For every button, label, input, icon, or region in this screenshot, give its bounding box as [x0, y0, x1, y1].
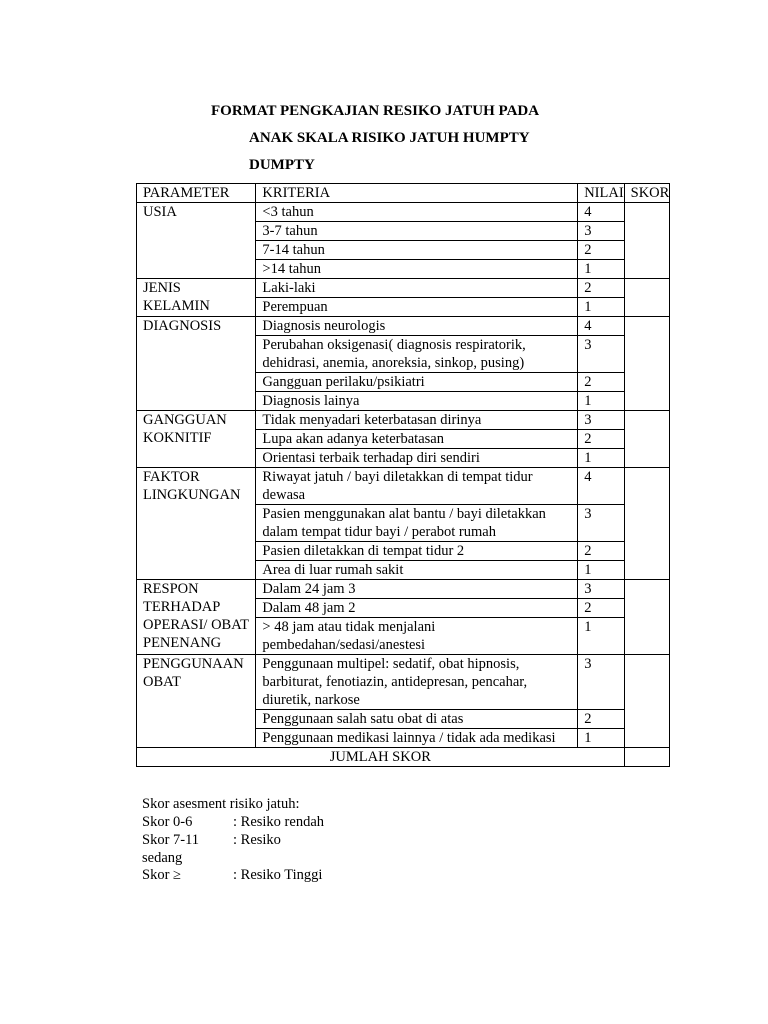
- score-range: sedang: [142, 850, 183, 866]
- nilai-cell: 1: [578, 449, 624, 468]
- table-row: [137, 203, 670, 222]
- parameter-cell: GANGGUAN KOKNITIF: [137, 411, 256, 468]
- nilai-cell: 3: [578, 505, 624, 542]
- nilai-cell: 4: [578, 468, 624, 505]
- header-parameter: PARAMETER: [137, 184, 256, 203]
- nilai-cell: 4: [578, 317, 624, 336]
- parameter-cell: JENIS KELAMIN: [137, 279, 256, 317]
- total-label: JUMLAH SKOR: [137, 748, 625, 767]
- kriteria-cell: Dalam 48 jam 2: [256, 599, 578, 618]
- table-row: [137, 411, 670, 430]
- kriteria-cell: Penggunaan multipel: sedatif, obat hipnosis, barbiturat, fenotiazin, antidepresan, pencahar, diuretik, narkose: [256, 655, 578, 710]
- kriteria-cell: 3-7 tahun: [256, 222, 578, 241]
- score-range: Skor 7-11: [142, 832, 200, 848]
- skor-cell: [624, 468, 669, 580]
- table-row: [137, 655, 670, 710]
- parameter-cell: USIA: [137, 203, 256, 279]
- nilai-cell: 2: [578, 279, 624, 298]
- kriteria-cell: Tidak menyadari keterbatasan dirinya: [256, 411, 578, 430]
- nilai-cell: 1: [578, 260, 624, 279]
- skor-cell: [624, 317, 669, 411]
- nilai-cell: 2: [578, 599, 624, 618]
- parameter-cell: FAKTOR LINGKUNGAN: [137, 468, 256, 580]
- kriteria-cell: Diagnosis lainya: [256, 392, 578, 411]
- kriteria-cell: Gangguan perilaku/psikiatri: [256, 373, 578, 392]
- skor-cell: [624, 279, 669, 317]
- header-skor: SKOR: [624, 184, 669, 203]
- kriteria-cell: Orientasi terbaik terhadap diri sendiri: [256, 449, 578, 468]
- skor-cell: [624, 655, 669, 748]
- skor-cell: [624, 411, 669, 468]
- nilai-cell: 3: [578, 336, 624, 373]
- kriteria-cell: Pasien diletakkan di tempat tidur 2: [256, 542, 578, 561]
- kriteria-cell: 7-14 tahun: [256, 241, 578, 260]
- kriteria-cell: Laki-laki: [256, 279, 578, 298]
- nilai-cell: 4: [578, 203, 624, 222]
- skor-cell: [624, 203, 669, 279]
- header-kriteria: KRITERIA: [256, 184, 578, 203]
- kriteria-cell: >14 tahun: [256, 260, 578, 279]
- header-nilai: NILAI: [578, 184, 624, 203]
- nilai-cell: 1: [578, 729, 624, 748]
- table-row: [137, 580, 670, 599]
- nilai-cell: 3: [578, 655, 624, 710]
- total-row: [137, 748, 670, 767]
- nilai-cell: 3: [578, 222, 624, 241]
- nilai-cell: 2: [578, 710, 624, 729]
- fall-risk-table: [136, 183, 670, 767]
- kriteria-cell: Penggunaan salah satu obat di atas: [256, 710, 578, 729]
- nilai-cell: 1: [578, 298, 624, 317]
- kriteria-cell: Penggunaan medikasi lainnya / tidak ada medikasi: [256, 729, 578, 748]
- parameter-cell: PENGGUNAAN OBAT: [137, 655, 256, 748]
- nilai-cell: 1: [578, 618, 624, 655]
- nilai-cell: 3: [578, 411, 624, 430]
- kriteria-cell: Perubahan oksigenasi( diagnosis respiratorik, dehidrasi, anemia, anoreksia, sinkop, pusing): [256, 336, 578, 373]
- nilai-cell: 3: [578, 580, 624, 599]
- kriteria-cell: Pasien menggunakan alat bantu / bayi diletakkan dalam tempat tidur bayi / perabot rumah: [256, 505, 578, 542]
- table-header-row: [137, 184, 670, 203]
- kriteria-cell: Area di luar rumah sakit: [256, 561, 578, 580]
- nilai-cell: 1: [578, 561, 624, 580]
- score-label: : Resiko: [233, 832, 281, 848]
- document-title-line-1: FORMAT PENGKAJIAN RESIKO JATUH PADA: [211, 103, 540, 119]
- parameter-cell: DIAGNOSIS: [137, 317, 256, 411]
- nilai-cell: 2: [578, 430, 624, 449]
- table-row: [137, 468, 670, 505]
- parameter-cell: RESPON TERHADAP OPERASI/ OBAT PENENANG: [137, 580, 256, 655]
- total-score-cell: [624, 748, 669, 767]
- nilai-cell: 2: [578, 241, 624, 260]
- score-range: Skor ≥: [142, 867, 181, 883]
- score-label: : Resiko Tinggi: [233, 867, 323, 883]
- nilai-cell: 2: [578, 542, 624, 561]
- nilai-cell: 2: [578, 373, 624, 392]
- kriteria-cell: > 48 jam atau tidak menjalani pembedahan/sedasi/anestesi: [256, 618, 578, 655]
- skor-cell: [624, 580, 669, 655]
- document-title-line-2: ANAK SKALA RISIKO JATUH HUMPTY: [249, 130, 530, 146]
- kriteria-cell: Dalam 24 jam 3: [256, 580, 578, 599]
- kriteria-cell: <3 tahun: [256, 203, 578, 222]
- table-row: [137, 279, 670, 298]
- score-label: : Resiko rendah: [233, 814, 325, 830]
- document-title-line-3: DUMPTY: [249, 157, 315, 173]
- nilai-cell: 1: [578, 392, 624, 411]
- kriteria-cell: Riwayat jatuh / bayi diletakkan di tempat tidur dewasa: [256, 468, 578, 505]
- score-range: Skor 0-6: [142, 814, 193, 830]
- document-page: FORMAT PENGKAJIAN RESIKO JATUH PADA ANAK SKALA RISIKO JATUH HUMPTY DUMPTY PARAMETER KRITERIA NILAI SKOR USIA <3 tahun 4 3-7 tahun 3 7-14 tahun 2 >14 tahun 1 JENIS KELAMIN Laki-laki 2 Perempuan 1 DIAGNOSIS Diagnosis neurologis 4 Perubahan oksigenasi( diagnosis respiratorik, dehidrasi, anemia, anoreksia, sinkop, pusing) 3 Gangguan perilaku/psikiatri 2 Diagnosis lainya 1 GANGGUAN KOKNITIF Tidak menyadari keterbatasan dirinya 3 Lupa akan adanya keterbatasan 2 Orientasi terbaik terhadap diri sendiri 1 FAKTOR LINGKUNGAN Riwayat jatuh / bayi diletakkan di tempat tidur dewasa 4 Pasien menggunakan alat bantu / bayi diletakkan dalam tempat tidur bayi / perabot rumah 3 Pasien diletakkan di tempat tidur 2 2 Area di luar rumah sakit 1 RESPON TERHADAP OPERASI/ OBAT PENENANG Dalam 24 jam 3 3 Dalam 48 jam 2 2 > 48 jam atau tidak menjalani pembedahan/sedasi/anestesi 1 PENGGUNAAN OBAT Penggunaan multipel: sedatif, obat hipnosis, barbiturat, fenotiazin, antidepresan, pencahar, diuretik, narkose 3 Penggunaan salah satu obat di atas 2 Penggunaan medikasi lainnya / tidak ada medikasi 1 JUMLAH SKOR Skor asesment risiko jatuh: Skor 0-6 : Resiko rendah Skor 7-11 : Resiko sedang Skor ≥ : Resiko Tinggi: [0, 0, 768, 1024]
- table-row: [137, 317, 670, 336]
- kriteria-cell: Lupa akan adanya keterbatasan: [256, 430, 578, 449]
- kriteria-cell: Perempuan: [256, 298, 578, 317]
- kriteria-cell: Diagnosis neurologis: [256, 317, 578, 336]
